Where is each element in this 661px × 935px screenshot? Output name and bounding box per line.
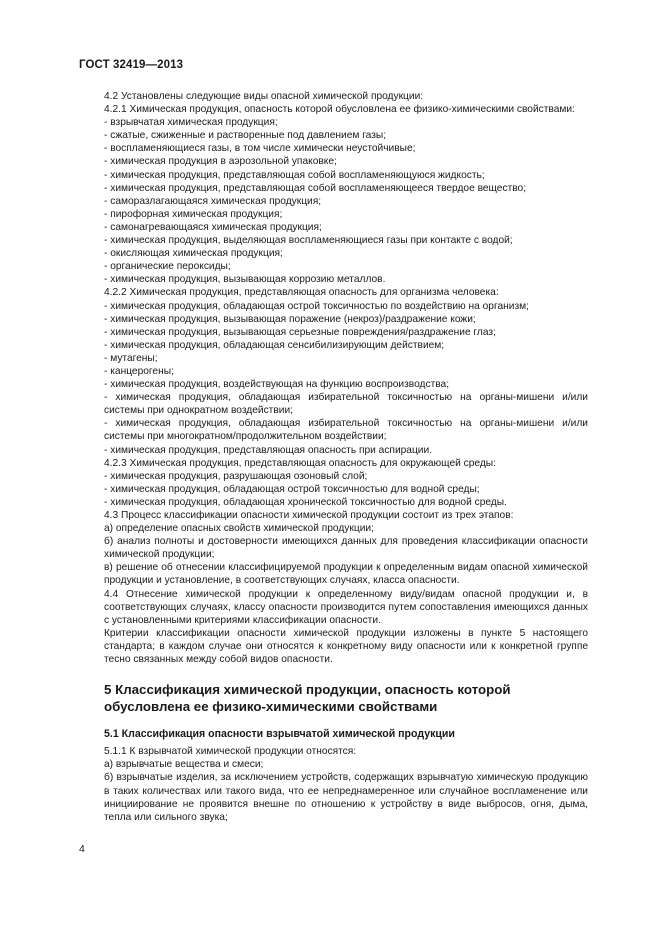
list-item-wrapped: - химическая продукция, обладающая избирательной токсичностью на органы-мишени и/или системы при многократном/продолжительном воздействии; bbox=[104, 418, 588, 443]
list-item: - химическая продукция, вызывающая серьезные повреждения/раздражение глаз; bbox=[104, 326, 496, 338]
list-item: - самонагревающаяся химическая продукция; bbox=[104, 221, 322, 233]
clause-4-3: 4.3 Процесс классификации опасности химической продукции состоит из трех этапов: bbox=[104, 510, 514, 521]
list-item: - химическая продукция, представляющая собой воспламеняющееся твердое вещество; bbox=[104, 182, 527, 194]
list-item: - саморазлагающаяся химическая продукция; bbox=[104, 195, 322, 207]
document-body bbox=[104, 90, 588, 824]
clause-4-2: 4.2 Установлены следующие виды опасной химической продукции: bbox=[104, 91, 424, 102]
list-item: - химическая продукция, обладающая острой токсичностью по воздействию на организм; bbox=[104, 300, 529, 312]
clause-4-2-2: 4.2.2 Химическая продукция, представляющая опасность для организма человека: bbox=[104, 287, 499, 299]
list-item: - взрывчатая химическая продукция; bbox=[104, 117, 278, 129]
criteria-paragraph: Критерии классификации опасности химической продукции изложены в пункте 5 настоящего стандарта; в каждом случае они относятся к конкретному виду опасности или к конкретной группе тесно связанных между собой видов опасности. bbox=[104, 627, 588, 666]
clause-4-4: 4.4 Отнесение химической продукции к определенному виду/видам опасной продукции и, в соответствующих случаях, классу опасности производится путем сопоставления имеющихся данных с установленными критериями классификации опасности. bbox=[104, 588, 588, 626]
list-item: - химическая продукция, обладающая острой токсичностью для водной среды; bbox=[104, 483, 480, 495]
clause-5-1-1: 5.1.1 К взрывчатой химической продукции относятся: bbox=[104, 746, 357, 758]
list-item: - химическая продукция, представляющая собой воспламеняющуюся жидкость; bbox=[104, 169, 485, 181]
list-item: а) взрывчатые вещества и смеси; bbox=[104, 759, 264, 771]
list-item: - пирофорная химическая продукция; bbox=[104, 208, 283, 220]
list-item: - химическая продукция, представляющая опасность при аспирации. bbox=[104, 444, 433, 456]
list-item: а) определение опасных свойств химической продукции; bbox=[104, 523, 374, 535]
list-item: - сжатые, сжиженные и растворенные под давлением газы; bbox=[104, 130, 387, 142]
list-item: - химическая продукция, вызывающая коррозию металлов. bbox=[104, 274, 386, 286]
list-item: - мутагены; bbox=[104, 352, 158, 364]
list-item: - химическая продукция, выделяющая воспламеняющиеся газы при контакте с водой; bbox=[104, 235, 513, 247]
list-item: - химическая продукция, воздействующая на функцию воспроизводства; bbox=[104, 379, 450, 391]
list-item-wrapped: - химическая продукция, обладающая избирательной токсичностью на органы-мишени и/или системы при однократном воздействии; bbox=[104, 392, 588, 417]
list-item: - химическая продукция, разрушающая озоновый слой; bbox=[104, 470, 368, 482]
section-5-heading: 5 Классификация химической продукции, опасность которой обусловлена ее физико-химическими свойствами bbox=[104, 682, 511, 714]
list-item-wrapped: б) взрывчатые изделия, за исключением устройств, содержащих взрывчатую химическую продукцию в таких количествах или такого вида, что ее непреднамеренное или случайное воспламенение или инициирование не проявится внешне по отношению к устройству в виде выбросов, огня, дыма, тепла или сильного звука; bbox=[104, 772, 588, 823]
list-item: - органические пероксиды; bbox=[104, 261, 231, 273]
clause-4-2-3: 4.2.3 Химическая продукция, представляющая опасность для окружающей среды: bbox=[104, 457, 496, 469]
list-item: - воспламеняющиеся газы, в том числе химически неустойчивые; bbox=[104, 143, 416, 155]
list-item: - химическая продукция в аэрозольной упаковке; bbox=[104, 156, 337, 168]
list-item-wrapped: в) решение об отнесении классифицируемой продукции к определенным видам опасной химической продукции и установление, в соответствующих случаях, класса опасности. bbox=[104, 562, 588, 587]
document-header: ГОСТ 32419—2013 bbox=[79, 59, 184, 71]
list-item: - химическая продукция, обладающая хронической токсичностью для водной среды. bbox=[104, 496, 507, 508]
list-item: - окисляющая химическая продукция; bbox=[104, 248, 283, 260]
list-item: - химическая продукция, обладающая сенсибилизирующим действием; bbox=[104, 339, 445, 351]
list-item: - химическая продукция, вызывающая поражение (некроз)/раздражение кожи; bbox=[104, 313, 476, 325]
subsection-5-1-heading: 5.1 Классификация опасности взрывчатой химической продукции bbox=[104, 728, 455, 741]
list-item: - канцерогены; bbox=[104, 365, 174, 377]
list-item-wrapped: б) анализ полноты и достоверности имеющихся данных для проведения классификации опасности химической продукции; bbox=[104, 536, 588, 561]
clause-4-2-1: 4.2.1 Химическая продукция, опасность которой обусловлена ее физико-химическими свойствами: bbox=[104, 104, 575, 116]
page-number: 4 bbox=[79, 843, 85, 855]
